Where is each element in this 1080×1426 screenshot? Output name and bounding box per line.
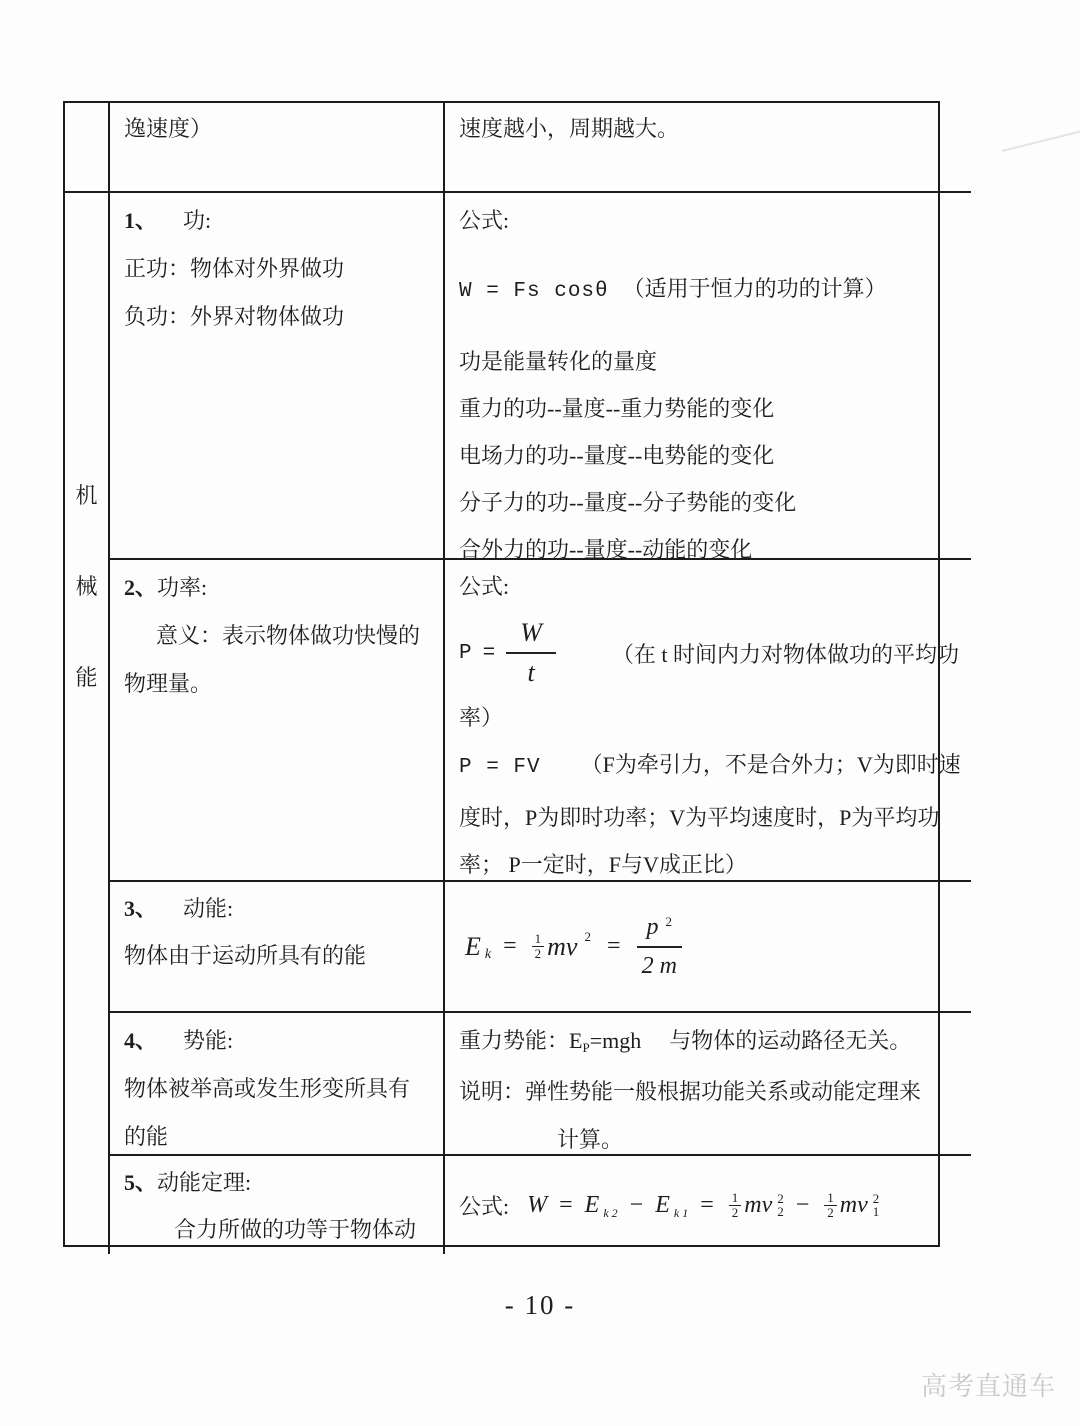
kinetic-title-line bbox=[124, 886, 433, 932]
work-number: 1、 bbox=[124, 208, 158, 233]
work-formula-line bbox=[459, 265, 961, 316]
cell-work-right bbox=[445, 193, 971, 560]
work-title: 功: bbox=[183, 208, 212, 233]
th-minus2: − bbox=[795, 1191, 810, 1218]
cell-power-left bbox=[110, 560, 445, 882]
pfv-note3: 率； P一定时，F与V成正比） bbox=[459, 852, 747, 877]
th-mv1-supsub bbox=[777, 1192, 784, 1218]
watermark-gaokao-zhitongche: 高考直通车 bbox=[920, 1371, 1056, 1401]
work-title-line bbox=[124, 197, 433, 245]
cell-theorem-left bbox=[110, 1156, 445, 1254]
kinetic-desc-line: 物体由于运动所具有的能 bbox=[124, 943, 367, 968]
p-squared: 2 bbox=[665, 914, 673, 929]
th-eq1: = bbox=[559, 1191, 573, 1218]
negative-work-line: 负功：外界对物体做功 bbox=[124, 304, 345, 329]
th-W: W bbox=[527, 1191, 548, 1218]
th-mv1-sub: 2 bbox=[777, 1204, 784, 1219]
theorem-title-line bbox=[124, 1160, 433, 1206]
power-equals: = bbox=[482, 641, 497, 665]
cell-kinetic-left bbox=[110, 882, 445, 1013]
th-half1 bbox=[729, 1189, 742, 1220]
momentum-den: 2 m bbox=[641, 953, 677, 979]
electric-work-line: 电场力的功--量度--电势能的变化 bbox=[459, 443, 775, 468]
th-E2-sub: k 1 bbox=[673, 1205, 689, 1220]
th-mv2-sup: 2 bbox=[872, 1191, 880, 1206]
th-half1-den: 2 bbox=[731, 1204, 739, 1220]
ep-sub-P: P bbox=[582, 1040, 590, 1055]
ek-mv: mv bbox=[547, 931, 578, 961]
momentum-num bbox=[637, 915, 683, 948]
gravity-work-line: 重力的功--量度--重力势能的变化 bbox=[459, 396, 775, 421]
th-half2 bbox=[824, 1189, 837, 1220]
th-eq2: = bbox=[700, 1191, 714, 1218]
potential-number: 4、 bbox=[124, 1028, 158, 1053]
cell-work-left bbox=[110, 193, 445, 560]
pfv-line bbox=[459, 740, 961, 793]
ep-E: E bbox=[569, 1028, 583, 1053]
th-E1: E bbox=[584, 1191, 600, 1218]
path-independent-note: 与物体的运动路径无关。 bbox=[669, 1028, 912, 1053]
cell-power-right bbox=[445, 560, 971, 882]
pfv-formula: P = FV bbox=[459, 756, 541, 779]
ep-mgh: =mgh bbox=[589, 1028, 642, 1053]
elastic-potential-note-wrap: 计算。 bbox=[557, 1127, 624, 1152]
power-formula-label: 公式: bbox=[459, 574, 510, 599]
period-note-text: 速度越小，周期越大。 bbox=[459, 116, 680, 141]
ek-sub-k: k bbox=[484, 946, 492, 962]
th-mv2-supsub bbox=[873, 1192, 880, 1218]
kinetic-number: 3、 bbox=[124, 896, 158, 921]
kinetic-energy-formula bbox=[465, 915, 682, 978]
theorem-desc-line: 合力所做的功等于物体动 bbox=[174, 1217, 417, 1242]
theorem-title: 动能定理: bbox=[157, 1170, 252, 1195]
side-char-ji: 机 bbox=[75, 483, 98, 508]
th-mv2: mv bbox=[839, 1191, 868, 1218]
one-half-fraction bbox=[532, 933, 545, 960]
th-half1-num: 1 bbox=[729, 1192, 742, 1206]
work-formula: W = Fs cosθ bbox=[459, 280, 609, 303]
power-title: 功率: bbox=[157, 575, 208, 600]
th-minus1: − bbox=[629, 1191, 644, 1218]
half-den: 2 bbox=[534, 946, 542, 961]
half-num: 1 bbox=[532, 933, 545, 947]
work-formula-note: （适用于恒力的功的计算） bbox=[622, 276, 887, 301]
gravity-potential-label: 重力势能： bbox=[459, 1028, 570, 1053]
theorem-number: 5、 bbox=[124, 1170, 158, 1195]
th-mv2-sub: 1 bbox=[872, 1204, 880, 1219]
side-char-neng: 能 bbox=[75, 665, 98, 690]
positive-work-line: 正功：物体对外界做功 bbox=[124, 256, 345, 281]
fraction-denominator-t: t bbox=[527, 658, 535, 687]
work-energy-theorem-formula bbox=[459, 1190, 879, 1221]
th-half2-num: 1 bbox=[824, 1192, 837, 1206]
power-avg-note: （在 t 时间内力对物体做功的平均功 bbox=[611, 641, 960, 667]
work-energy-measure-line: 功是能量转化的量度 bbox=[459, 349, 658, 374]
power-formula-line bbox=[459, 610, 961, 696]
side-char-xie: 械 bbox=[75, 574, 98, 599]
momentum-fraction bbox=[637, 915, 683, 978]
physics-notes-table bbox=[63, 101, 961, 1247]
cell-escape-velocity bbox=[110, 103, 445, 193]
escape-velocity-text: 逸速度） bbox=[124, 116, 213, 141]
power-avg-note-wrap: 率） bbox=[459, 705, 504, 730]
cell-kinetic-right bbox=[445, 882, 971, 1013]
scan-crease-line bbox=[1002, 129, 1080, 152]
cell-mechanical-energy-label bbox=[65, 193, 110, 1254]
power-fraction bbox=[506, 620, 556, 686]
page-number: - 10 - bbox=[504, 1290, 576, 1320]
potential-desc-line2: 的能 bbox=[124, 1124, 169, 1149]
power-meaning-line2: 物理量。 bbox=[124, 671, 213, 696]
ek-E: E bbox=[465, 931, 481, 961]
ek-mv-squared: 2 bbox=[584, 928, 591, 944]
pfv-note1: （F为牵引力，不是合外力；V为即时速 bbox=[580, 752, 961, 777]
power-meaning-line1: 意义：表示物体做功快慢的 bbox=[156, 623, 421, 648]
power-symbol: P bbox=[459, 641, 473, 665]
power-number: 2、 bbox=[124, 575, 158, 600]
potential-desc-line1: 物体被举高或发生形变所具有 bbox=[124, 1076, 411, 1101]
cell-period-note bbox=[445, 103, 971, 193]
theorem-formula-label: 公式: bbox=[459, 1193, 510, 1219]
potential-title-line bbox=[124, 1017, 433, 1065]
cell-potential-right bbox=[445, 1013, 971, 1156]
th-mv1: mv bbox=[744, 1191, 773, 1218]
pfv-note2: 度时，P为即时功率；V为平均速度时，P为平均功 bbox=[459, 805, 940, 830]
th-half2-den: 2 bbox=[827, 1204, 834, 1220]
cell-theorem-right bbox=[445, 1156, 971, 1254]
p-symbol: p bbox=[646, 914, 659, 940]
fraction-numerator-W: W bbox=[506, 620, 556, 654]
net-force-work-line: 合外力的功--量度--动能的变化 bbox=[459, 537, 753, 562]
gravity-potential-line bbox=[459, 1017, 961, 1068]
th-mv1-sup: 2 bbox=[777, 1191, 784, 1206]
elastic-potential-note: 说明：弹性势能一般根据功能关系或动能定理来 bbox=[459, 1079, 922, 1104]
molecular-work-line: 分子力的功--量度--分子势能的变化 bbox=[459, 490, 797, 515]
th-E1-sub: k 2 bbox=[603, 1205, 618, 1220]
power-title-line bbox=[124, 564, 433, 612]
th-E2: E bbox=[655, 1191, 670, 1218]
work-formula-label: 公式: bbox=[459, 208, 510, 233]
potential-title: 势能: bbox=[183, 1028, 234, 1053]
kinetic-title: 动能: bbox=[183, 896, 234, 921]
ek-equals1: = bbox=[503, 933, 517, 959]
ek-equals2: = bbox=[606, 933, 621, 959]
cell-r0-side bbox=[65, 103, 110, 193]
cell-potential-left bbox=[110, 1013, 445, 1156]
